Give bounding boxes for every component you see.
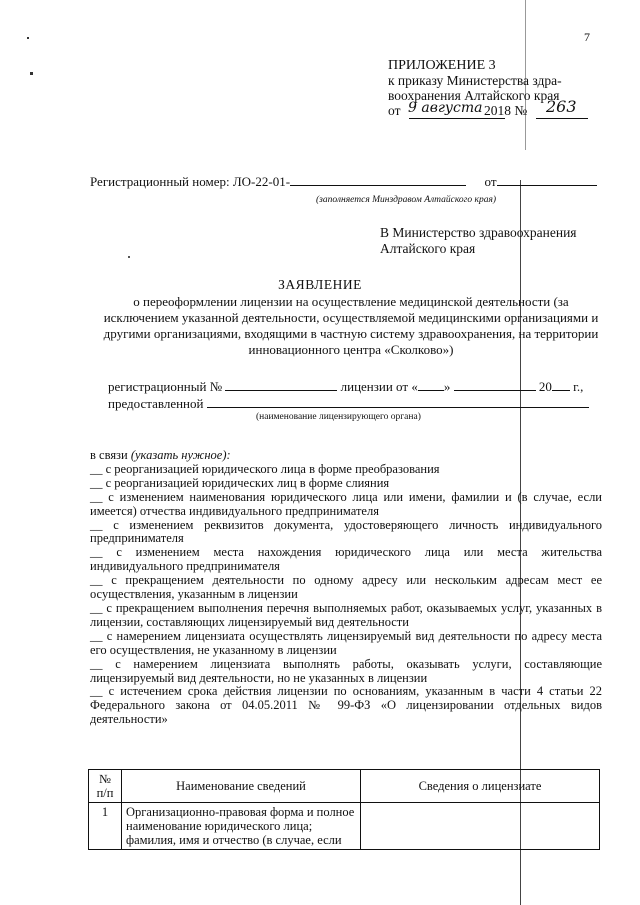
- year-suffix: г.,: [573, 379, 584, 394]
- reason-text: с реорганизацией юридического лица в форме преобразования: [105, 461, 440, 476]
- addressee-line: Алтайского края: [380, 241, 476, 256]
- registration-line: [90, 175, 597, 189]
- registration-from-label: от: [484, 174, 497, 189]
- column-header: № п/п: [89, 770, 122, 803]
- reason-item[interactable]: [90, 602, 602, 630]
- registration-date-field[interactable]: [497, 175, 597, 186]
- license-year-field[interactable]: [552, 380, 570, 391]
- page-number: 7: [584, 30, 590, 44]
- regno-label: регистрационный №: [108, 379, 223, 394]
- addressee: [380, 225, 577, 257]
- reason-text: с изменением реквизитов документа, удостоверяющего личность индивидуального предпринимателя: [90, 517, 603, 546]
- scan-speck: [27, 37, 29, 39]
- reason-items: [90, 463, 602, 727]
- checkbox-marker[interactable]: __: [90, 600, 103, 615]
- checkbox-marker[interactable]: __: [90, 573, 103, 588]
- appendix-block: [388, 58, 577, 121]
- reason-item[interactable]: [90, 685, 602, 727]
- reason-text: с реорганизацией юридических лиц в форме слияния: [105, 475, 390, 490]
- date-prefix: от: [388, 103, 401, 118]
- table-cell: Организационно-правовая форма и полное наименование юридического лица; фамилия, имя и отчество (в случае, если: [122, 803, 361, 850]
- document-subject: о переоформлении лицензии на осуществление медицинской деятельности (за исключением указанной деятельности, осуществляемой медицинскими организациями и другими организациями, входящими в частную систему здравоохранения, на территории инновационного центра «Сколково»): [103, 294, 599, 357]
- reason-text: с намерением лицензиата выполнять работы, оказывать услуги, составляющие лицензируемый вид деятельности, но не указанных в лицензии: [90, 656, 602, 685]
- license-day-field[interactable]: [418, 380, 444, 391]
- reasons-list: [90, 449, 602, 727]
- scan-speck: [128, 256, 130, 258]
- registration-note: (заполняется Минздравом Алтайского края): [316, 195, 497, 205]
- checkbox-marker[interactable]: __: [90, 517, 103, 532]
- reason-item[interactable]: [90, 463, 602, 477]
- registration-label: Регистрационный номер: ЛО-22-01-: [90, 174, 291, 189]
- reason-item[interactable]: [90, 658, 602, 686]
- handwritten-date: 9 августа: [408, 100, 483, 116]
- table-cell-input[interactable]: [361, 803, 600, 850]
- appendix-date-line: [388, 97, 577, 121]
- addressee-line: В Министерство здравоохранения: [380, 225, 577, 240]
- reasons-lead-note: (указать нужное):: [130, 448, 231, 462]
- reasons-lead: [90, 449, 602, 463]
- provided-label: предоставленной: [108, 396, 204, 411]
- year-prefix: 20: [538, 379, 552, 394]
- reason-item[interactable]: [90, 546, 602, 574]
- checkbox-marker[interactable]: __: [90, 656, 103, 671]
- reason-item[interactable]: [90, 491, 602, 519]
- scan-speck: [30, 72, 33, 75]
- reason-text: с прекращением выполнения перечня выполняемых работ, оказываемых услуг, указанных в лицензии, составляющих лицензируемый вид деятельности: [90, 600, 602, 629]
- appendix-line: воохранения Алтайского края: [388, 88, 560, 103]
- checkbox-marker[interactable]: __: [90, 489, 103, 504]
- provided-line: [108, 397, 589, 411]
- checkbox-marker[interactable]: __: [90, 684, 103, 699]
- reason-item[interactable]: [90, 519, 602, 547]
- quote-close: »: [443, 379, 451, 394]
- appendix-line: к приказу Министерства здра-: [388, 73, 562, 88]
- table-cell: 1: [89, 803, 122, 850]
- checkbox-marker[interactable]: __: [90, 628, 103, 643]
- number-underline: [536, 118, 588, 119]
- reason-text: с истечением срока действия лицензии по основаниям, указанным в части 4 статьи 22 Федерального закона от 04.05.2011 № 99-ФЗ «О лицензировании отдельных видов деятельности»: [90, 684, 602, 727]
- appendix-title: ПРИЛОЖЕНИЕ 3: [388, 58, 496, 73]
- table-row: [89, 803, 600, 850]
- reason-text: с намерением лицензиата осуществлять лицензируемый вид деятельности по адресу места его осуществления, не указанному в лицензии: [90, 628, 603, 657]
- reason-item[interactable]: [90, 574, 602, 602]
- license-month-field[interactable]: [454, 380, 536, 391]
- reason-text: с прекращением деятельности по одному адресу или нескольким адресам мест ее осуществления, указанным в лицензии: [90, 573, 603, 602]
- table-header-row: [89, 770, 600, 803]
- checkbox-marker[interactable]: __: [90, 475, 103, 490]
- reason-text: с изменением наименования юридического лица или имени, фамилии и (в случае, если имеется) отчества индивидуального предпринимателя: [90, 489, 602, 518]
- checkbox-marker[interactable]: __: [90, 545, 103, 560]
- regno-field[interactable]: [225, 380, 337, 391]
- reason-item[interactable]: [90, 477, 602, 491]
- info-table: [88, 769, 600, 850]
- license-regno-line: [108, 380, 583, 394]
- date-underline: [409, 118, 505, 119]
- year-suffix: 2018 №: [484, 103, 528, 118]
- license-from-label: лицензии от «: [340, 379, 418, 394]
- reason-item[interactable]: [90, 630, 602, 658]
- reason-text: с изменением места нахождения юридического лица или места жительства индивидуального предпринимателя: [90, 545, 603, 574]
- column-header: Наименование сведений: [122, 770, 361, 803]
- reasons-lead-text: в связи: [90, 448, 128, 462]
- checkbox-marker[interactable]: __: [90, 461, 103, 476]
- registration-number-field[interactable]: [290, 175, 466, 186]
- column-header: Сведения о лицензиате: [361, 770, 600, 803]
- handwritten-number: 263: [546, 97, 577, 116]
- provided-note: (наименование лицензирующего органа): [256, 412, 421, 422]
- licensing-authority-field[interactable]: [207, 397, 589, 408]
- document-heading: ЗАЯВЛЕНИЕ: [278, 277, 362, 292]
